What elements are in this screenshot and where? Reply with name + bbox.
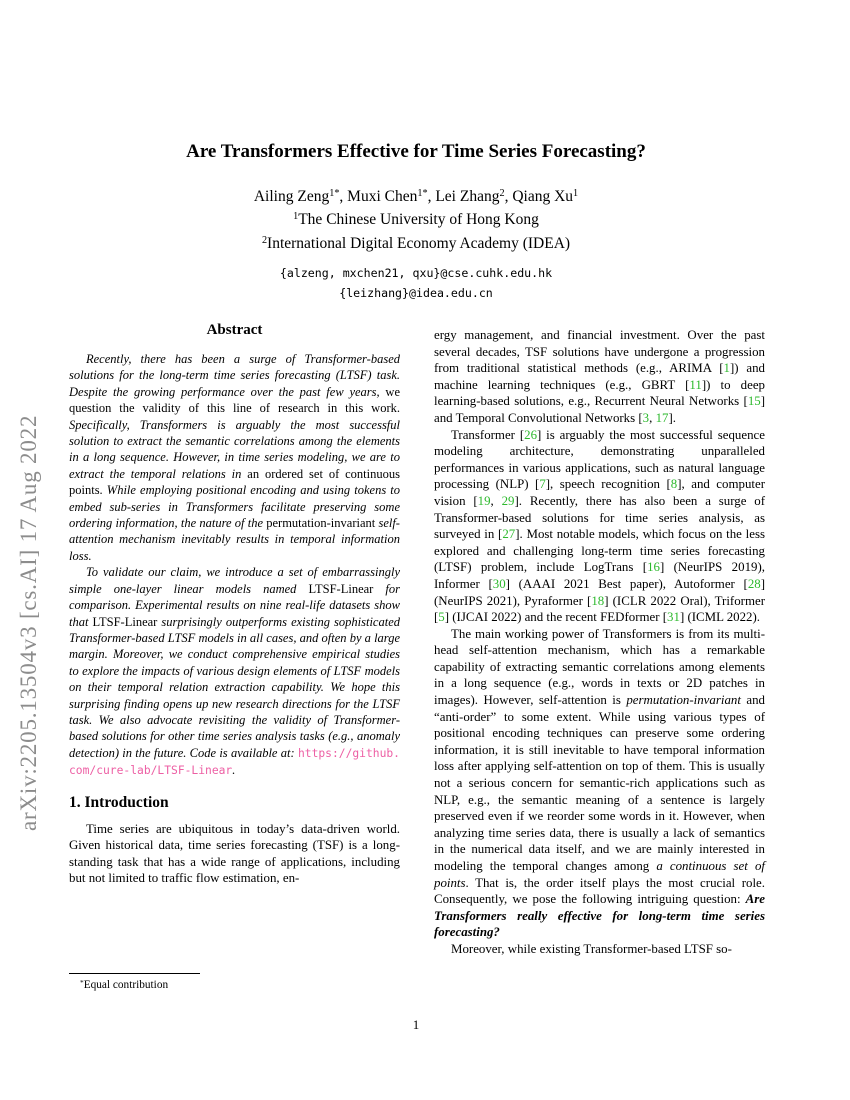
citation-link[interactable]: 28 (747, 576, 761, 591)
text-run: self-attention mechanism inevitably results in temporal information loss. (69, 516, 400, 563)
text-run: ] and Temporal Convolutional Networks [ (434, 394, 765, 425)
citation-link[interactable]: 29 (501, 493, 515, 508)
arxiv-watermark: arXiv:2205.13504v3 [cs.AI] 17 Aug 2022 (16, 414, 41, 831)
citation-link[interactable]: 27 (502, 527, 516, 542)
text-run: 1 (293, 211, 299, 223)
text-run: ], speech recognition [ (545, 477, 671, 492)
page-number: 1 (412, 1017, 420, 1032)
text-run: 1* (417, 188, 428, 200)
abstract-paragraph-2 (69, 564, 400, 779)
text-run: ]) to deep learning-based solutions, e.g., Recurrent Neural Networks [ (434, 377, 765, 409)
text-run: 2 (261, 235, 268, 247)
citation-link[interactable]: 3 (642, 410, 650, 425)
text-run: 2 (499, 188, 505, 200)
right-paragraph-2 (434, 427, 765, 626)
text-run: ] (NeurIPS 2021), Pyraformer [ (434, 576, 765, 608)
text-run: ] (NeurIPS 2019), Informer [ (434, 560, 765, 591)
text-run: LTSF-Linear (92, 614, 162, 629)
footnote-rule (69, 973, 200, 974)
text-run: ] (ICLR 2022 Oral), Triformer [ (434, 593, 765, 625)
text-run: ] (ICML 2022). (679, 610, 761, 625)
citation-link[interactable]: 1 (723, 361, 730, 376)
text-run: an ordered set of continuous points. (69, 466, 400, 498)
email-line-1: {alzeng, mxchen21, qxu}@cse.cuhk.edu.hk (279, 266, 553, 280)
right-paragraph-1 (434, 327, 765, 427)
citation-link[interactable]: 31 (667, 610, 680, 625)
text-run: Time series are ubiquitous in today’s data-driven world. Given historical data, time series forecasting (TSF) is a long-standing task that has a wide range of applications, including but not limited to traffic flow estimation, en- (69, 821, 400, 886)
code-link[interactable]: https://github.com/cure-lab/LTSF-Linear (69, 746, 400, 778)
paper-title: Are Transformers Effective for Time Series Forecasting? (186, 141, 646, 162)
email-block (69, 263, 763, 303)
text-run: and “anti-order” to some extent. While using various types of positional encoding techniques can preserve some ordering information, it is still inevitable to have temporal information loss after applying self-attention on top of them. This is usually not a serious concern for semantic-rich applications such as NLP, e.g., the semantic meaning of a sentence is largely preserved even if we reorder some words in it. However, when analyzing time series data, there is usually a lack of semantics in the numerical data itself, and we are mainly interested in modeling the temporal changes among (434, 693, 765, 873)
abstract-heading: Abstract (206, 322, 263, 338)
affiliation-2 (69, 233, 763, 257)
introduction-paragraph-1 (69, 821, 400, 887)
text-run: The Chinese University of Hong Kong (298, 211, 539, 228)
authors-line (69, 186, 763, 209)
text-run: . (232, 763, 236, 778)
text-run: ]. Most notable models, which focus on the less explored and challenging long-term time series forecasting (LTSF) problem, include LogTrans [ (434, 527, 765, 575)
paper-header (69, 141, 763, 303)
citation-link[interactable]: 8 (670, 477, 678, 492)
footnote (69, 979, 400, 991)
text-run: ] (AAAI 2021 Best paper), Autoformer [ (505, 576, 748, 591)
text-run: permutation-invariant (266, 516, 379, 531)
text-run: Recently, there has been a surge of Transformer-based solutions for the long-term time series forecasting (LTSF) task. Despite the growing performance over the past few years, (69, 352, 400, 399)
text-run: , (649, 410, 656, 425)
text-run: Ailing Zeng (253, 188, 330, 205)
abstract-paragraph-1 (69, 351, 400, 564)
text-run: permutation-invariant (626, 693, 747, 708)
text-run: ] (IJCAI 2022) and the recent FEDformer [ (444, 610, 668, 625)
text-run: a continuous set of points (434, 859, 765, 890)
right-paragraph-4 (434, 941, 765, 958)
text-run: 1 (573, 188, 579, 200)
text-run: , (490, 493, 502, 508)
citation-link[interactable]: 5 (438, 610, 445, 625)
text-run: ]. Recently, there has also been a surge of Transformer-based solutions for time series analysis, as surveyed in [ (434, 493, 765, 542)
text-run: 1* (329, 188, 340, 200)
citation-link[interactable]: 19 (477, 493, 491, 508)
citation-link[interactable]: 15 (747, 394, 761, 409)
text-run: , Lei Zhang (427, 188, 500, 205)
citation-link[interactable]: 7 (539, 477, 546, 492)
text-run: ] is arguably the most successful sequence modeling architecture, demonstrating unparalleled performances in various applications, such as natural language processing (NLP) [ (434, 427, 765, 492)
text-run: , Qiang Xu (504, 188, 574, 205)
citation-link[interactable]: 17 (655, 410, 669, 425)
text-run: ]. (668, 410, 676, 425)
text-run: * (80, 977, 84, 987)
text-run: . That is, the order itself plays the most crucial role. Consequently, we pose the following intriguing question: (434, 875, 765, 907)
text-run: surprisingly outperforms existing sophisticated Transformer-based LTSF models in all cases, and often by a large margin. Moreover, we conduct comprehensive empirical studies to explore the impacts of various design elements of LTSF models on their temporal relation extraction capability. We hope this surprising finding opens up new research directions for the LTSF task. We also advocate revisiting the validity of Transformer-based solutions for other time series analysis tasks (e.g., anomaly detection) in the future. Code is available at: (69, 614, 400, 760)
email-line-2: {leizhang}@idea.edu.cn (339, 286, 493, 300)
right-paragraph-3 (434, 626, 765, 941)
citation-link[interactable]: 26 (524, 427, 538, 442)
introduction-heading: 1. Introduction (69, 793, 169, 811)
text-run: While employing positional encoding and using tokens to embed sub-series in Transformers facilitate preserving some ordering information, the nature of the (69, 483, 400, 531)
text-run: ], and computer vision [ (434, 477, 765, 508)
text-run: International Digital Economy Academy (IDEA) (267, 235, 571, 252)
text-run: for comparison. Experimental results on nine real-life datasets show that (69, 581, 400, 629)
right-column (434, 327, 765, 958)
text-run: ergy management, and financial investment. Over the past several decades, TSF solutions have undergone a progression from traditional statistical methods (e.g., ARIMA [ (434, 328, 765, 376)
text-run: Specifically, Transformers is arguably the most successful solution to extract the semantic correlations among the elements in a long sequence. However, in time series modeling, we are to extract the temporal relations in (69, 417, 400, 481)
citation-link[interactable]: 18 (591, 593, 605, 608)
text-run: Moreover, while existing Transformer-based LTSF so- (451, 941, 732, 956)
text-run: Transformer [ (451, 427, 525, 442)
affiliation-1 (69, 209, 763, 233)
text-run: To validate our claim, we introduce a set of embarrassingly simple one-layer linear models named (69, 565, 400, 596)
text-run: LTSF-Linear (308, 581, 386, 596)
text-run: The main working power of Transformers is from its multi-head self-attention mechanism, which has a remarkable capability of extracting semantic correlations among elements in a long sequence (e.g., words in texts or 2D patches in images). However, self-attention is (434, 626, 765, 708)
text-run: , Muxi Chen (339, 188, 418, 205)
citation-link[interactable]: 30 (492, 576, 506, 591)
citation-link[interactable]: 16 (647, 560, 660, 575)
text-run: we question the validity of this line of research in this work. (69, 384, 400, 416)
citation-link[interactable]: 11 (689, 377, 702, 392)
text-run: Are Transformers really effective for long-term time series forecasting? (434, 892, 765, 940)
left-column (69, 318, 400, 887)
text-run: Equal contribution (83, 979, 169, 991)
text-run: ]) and machine learning techniques (e.g., GBRT [ (434, 361, 766, 392)
